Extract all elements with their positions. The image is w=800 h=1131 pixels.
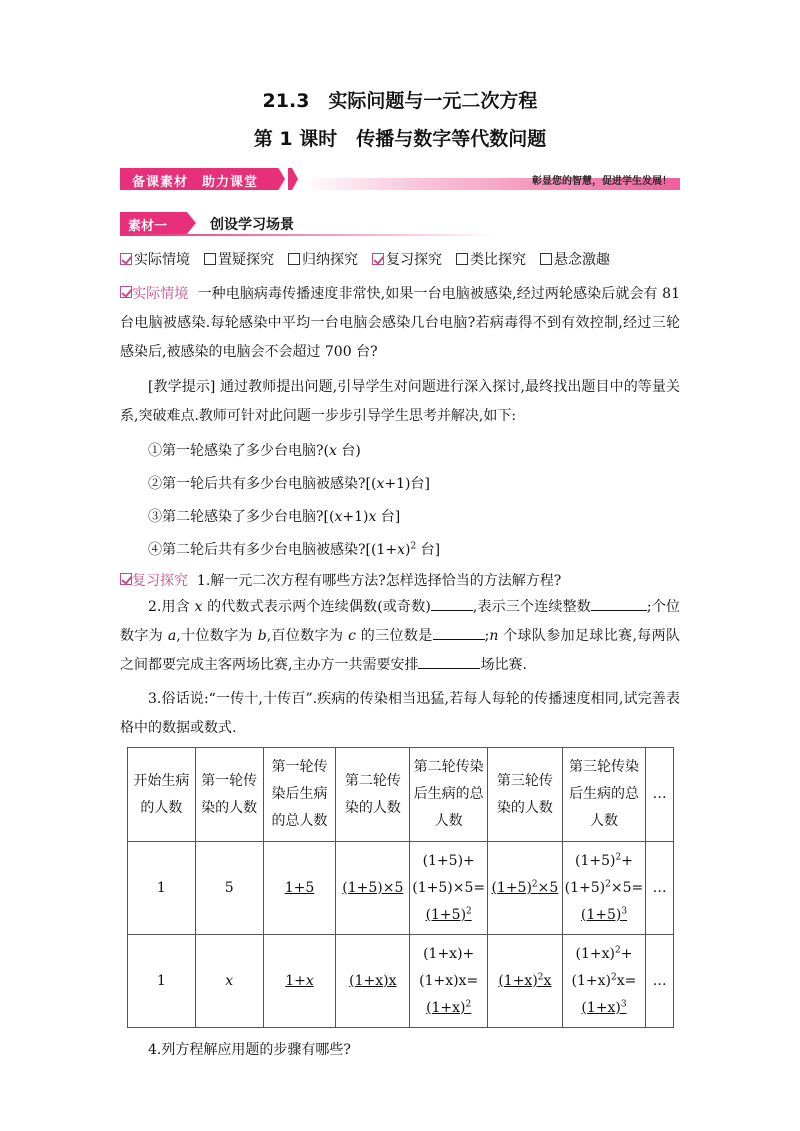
scenario-text: 一种电脑病毒传播速度非常快,如果一台电脑被感染,经过两轮感染后就会有 81 台电脑被感染.每轮感染中平均一台电脑会感染几台电脑?若病毒得不到有效控制,经过三轮感染后,被感染的电脑会不会超过 700 台?	[120, 286, 680, 360]
hint-paragraph	[120, 373, 680, 431]
table-header-cell: 第二轮传染后生病的总人数	[410, 748, 488, 842]
checked-box-icon	[372, 253, 384, 265]
checked-box-icon	[120, 573, 132, 585]
review-question-1: 复习探究 1.解一元二次方程有哪些方法?怎样选择恰当的方法解方程?	[120, 570, 561, 590]
empty-box-icon	[288, 253, 300, 265]
table-header-cell: 第一轮传染后生病的总人数	[263, 748, 336, 842]
table-cell: (1+x)x	[336, 935, 410, 1028]
answer-blank[interactable]	[433, 625, 485, 640]
step-2: ②第一轮后共有多少台电脑被感染?[(x+1)台]	[148, 476, 430, 492]
banner-arrow-icon	[288, 168, 298, 190]
question-4: 4.列方程解应用题的步骤有哪些?	[148, 1042, 351, 1058]
resource-banner	[120, 168, 680, 190]
checkbox-induction[interactable]: 归纳探究	[288, 249, 358, 269]
empty-box-icon	[204, 253, 216, 265]
scenario-paragraph	[120, 280, 680, 367]
question-2: 2.用含 x 的代数式表示两个连续偶数(或奇数) ,表示三个连续整数 ;个位数字为 a,十位数字为 b,百位数字为 c 的三位数是 ;n 个球队参加足球比赛,每两队之间都要完成主客两场比赛,主办方一共需要安排 场比赛.	[120, 593, 680, 680]
approach-checkboxes	[120, 249, 610, 269]
hint-text: 通过教师提出问题,引导学生对问题进行深入探讨,最终找出题目中的等量关系,突破难点.教师可针对此问题一步步引导学生思考并解决,如下:	[120, 379, 680, 424]
table-cell: (1+x)+ (1+x)x= $(1+x)^2$	[410, 935, 488, 1028]
answer-blank[interactable]	[431, 596, 473, 611]
lesson-subtitle: 第 1 课时 传播与数字等代数问题	[253, 128, 547, 150]
table-header-cell: 第二轮传染的人数	[336, 748, 410, 842]
table-cell: $(1+5)^2\times 5$	[488, 842, 563, 935]
answer-blank[interactable]	[591, 596, 647, 611]
table-header-cell: 开始生病的人数	[128, 748, 196, 842]
checkbox-scenario[interactable]: 实际情境	[120, 249, 190, 269]
table-row	[128, 935, 674, 1028]
infection-table	[127, 747, 674, 1028]
lesson-title: 21.3 实际问题与一元二次方程	[262, 90, 538, 112]
checkbox-analogy[interactable]: 类比探究	[456, 249, 526, 269]
table-cell: 5	[195, 842, 263, 935]
checkbox-suspense[interactable]: 悬念激趣	[540, 249, 610, 269]
checkbox-inquiry[interactable]: 置疑探究	[204, 249, 274, 269]
question-3: 3.俗话说:“一传十,十传百”.疾病的传染相当迅猛,若每人每轮的传播速度相同,试完善表格中的数据或数式.	[120, 691, 680, 736]
table-cell: $(1+x)^2+$ $(1+x)^2x=$ $(1+x)^3$	[562, 935, 646, 1028]
table-header-cell: …	[646, 748, 674, 842]
table-cell: …	[646, 935, 674, 1028]
banner-slogan: 彰显您的智慧，促进学生发展！	[532, 176, 672, 187]
checked-box-icon	[120, 286, 132, 298]
step-3: ③第二轮感染了多少台电脑?[(x+1)x 台]	[148, 509, 401, 525]
table-cell: 1+x	[263, 935, 336, 1028]
section-tag-label: 素材一	[128, 219, 168, 234]
step-1: ①第一轮感染了多少台电脑?(x 台)	[148, 443, 361, 459]
table-header-cell: 第三轮传染的人数	[488, 748, 563, 842]
empty-box-icon	[456, 253, 468, 265]
table-cell: $(1+x)^2x$	[488, 935, 563, 1028]
review-label: 复习探究	[132, 573, 188, 589]
section-underline	[120, 234, 500, 236]
answer-blank[interactable]	[418, 654, 480, 669]
table-cell: 1+5	[263, 842, 336, 935]
step-4: ④第二轮后共有多少台电脑被感染$?[(1+x)^2$ 台]	[148, 541, 441, 558]
table-cell: 1	[128, 842, 196, 935]
table-cell: (1+5)+ (1+5)×5= $(1+5)^2$	[410, 842, 488, 935]
table-header-row	[128, 748, 674, 842]
empty-box-icon	[540, 253, 552, 265]
table-header-cell: 第三轮传染后生病的总人数	[562, 748, 646, 842]
section-title: 创设学习场景	[210, 217, 294, 233]
hint-prefix: [教学提示]	[148, 379, 216, 395]
table-cell: x	[195, 935, 263, 1028]
banner-label: 备课素材 助力课堂	[132, 175, 259, 190]
table-cell: 1	[128, 935, 196, 1028]
checkbox-review[interactable]: 复习探究	[372, 249, 442, 269]
table-cell: …	[646, 842, 674, 935]
table-cell: (1+5)×5	[336, 842, 410, 935]
table-cell: $(1+5)^2+$ $(1+5)^2\times 5=$ $(1+5)^3$	[562, 842, 646, 935]
section-header	[120, 212, 500, 234]
table-header-cell: 第一轮传染的人数	[195, 748, 263, 842]
checked-box-icon	[120, 253, 132, 265]
scenario-label: 实际情境	[132, 286, 189, 302]
table-row	[128, 842, 674, 935]
